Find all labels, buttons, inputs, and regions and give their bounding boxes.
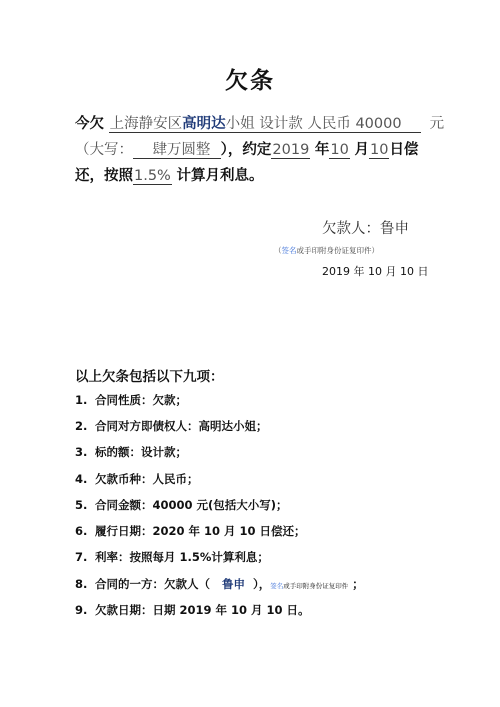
list-item: 6. 履行日期：2020 年 10 月 10 日偿还； [75, 524, 306, 538]
interest-suffix: 计算月利息。 [176, 168, 264, 184]
signature-note: （签名或手印附身份证复印件） [274, 246, 379, 255]
list-item-note: 签名或手印附身份证复印件 [270, 582, 349, 590]
list-item: 3. 标的额：设计款； [75, 445, 187, 459]
body-prefix: 今欠 [75, 116, 104, 132]
list-item: 1. 合同性质：欠款； [75, 393, 187, 407]
list-item: 8. 合同的一方：欠款人（ 鲁申 ），签名或手印附身份证复印件 ； [75, 577, 364, 591]
due-year: 2019 [272, 142, 310, 158]
amount-value: 40000 [355, 116, 402, 132]
debtor-field [109, 116, 421, 133]
body-line-3 [75, 166, 263, 186]
creditor-name: 高明达 [182, 116, 226, 132]
repay-prefix: 还，按照 [75, 168, 133, 184]
list-item: 5. 合同金额：40000 元(包括大小写)； [75, 498, 288, 512]
document-title: 欠条 [225, 68, 275, 94]
debt-purpose: 小姐 设计款 [225, 116, 303, 132]
month-label: 月 [354, 142, 369, 158]
list-item: 7. 利率：按照每月 1.5%计算利息； [75, 550, 269, 564]
year-label: 年 [314, 142, 330, 158]
debtor-location: 上海静安区 [109, 116, 183, 132]
section-title: 以上欠条包括以下九项： [75, 369, 224, 385]
capital-close: ），约定 [220, 142, 272, 158]
day-suffix: 日偿 [389, 142, 419, 158]
capital-amount: 肆万圆整 [133, 142, 221, 159]
interest-rate: 1.5% [134, 168, 171, 184]
currency-text: 人民币 [307, 116, 351, 132]
due-day: 10 [369, 142, 389, 158]
body-line-1 [75, 114, 444, 134]
debtor-name: 鲁申 [222, 577, 246, 591]
list-item: 2. 合同对方即债权人：高明达小姐； [75, 419, 268, 433]
due-month: 10 [330, 142, 349, 158]
amount-unit: 元 [429, 116, 445, 132]
debtor-signature: 欠款人：鲁申 [322, 221, 409, 237]
list-item: 4. 欠款币种：人民币； [75, 472, 199, 486]
capital-open: （大写： [75, 142, 133, 158]
signature-date: 2019 年 10 月 10 日 [322, 265, 429, 278]
body-line-2 [75, 140, 418, 160]
list-item: 9. 欠款日期：日期 2019 年 10 月 10 日。 [75, 603, 310, 617]
